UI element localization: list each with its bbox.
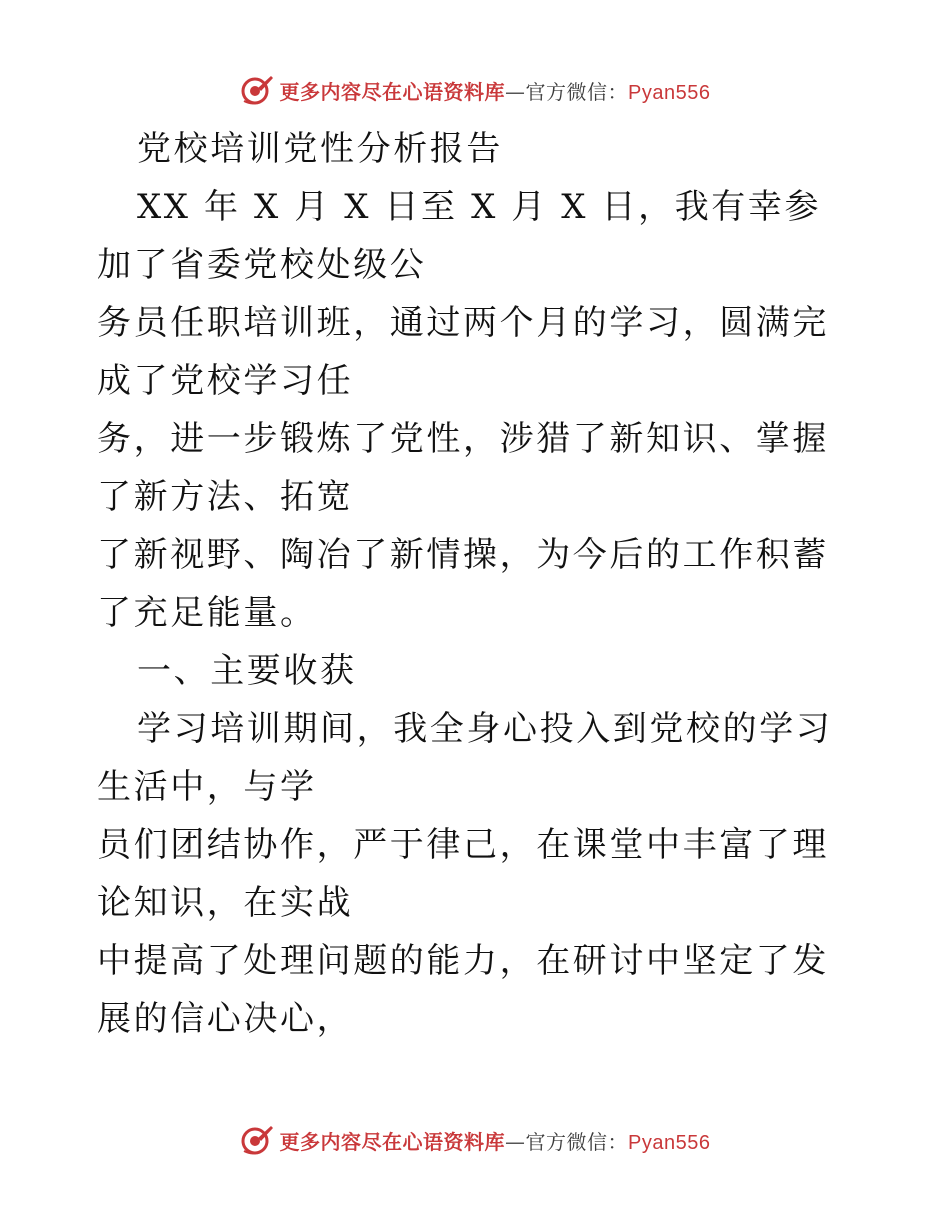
banner-text xyxy=(280,1126,711,1155)
banner-dash: — xyxy=(505,79,526,104)
footer-banner xyxy=(0,1120,950,1160)
pen-logo-icon xyxy=(240,73,274,107)
banner-brand: 更多内容尽在心语资料库 xyxy=(279,1129,506,1154)
banner-wechat-id: Pyan556 xyxy=(628,1131,711,1154)
pen-logo-icon xyxy=(240,1123,274,1157)
paragraph-intro: XX 年 X 月 X 日至 X 月 X 日，我有幸参加了省委党校处级公 务员任职培训班，通过两个月的学习，圆满完成了党校学习任 务，进一步锻炼了党性，涉猎了新知识、掌握了新方法、拓宽 了新视野、陶冶了新情操，为今后的工作积蓄了充足能量。 xyxy=(97,187,829,633)
banner-official-label: 官方微信： xyxy=(525,1129,629,1154)
document-title: 党校培训党性分析报告 xyxy=(137,129,503,169)
section-heading: 一、主要收获 xyxy=(137,651,357,691)
banner-brand: 更多内容尽在心语资料库 xyxy=(279,79,506,104)
banner-dash: — xyxy=(505,1129,526,1154)
banner-official-label: 官方微信： xyxy=(525,79,629,104)
header-banner xyxy=(0,70,950,110)
banner-text xyxy=(280,76,711,105)
document-body xyxy=(97,120,857,1048)
banner-wechat-id: Pyan556 xyxy=(628,81,711,104)
paragraph-gains: 学习培训期间，我全身心投入到党校的学习生活中，与学 员们团结协作，严于律己，在课堂中丰富了理论知识，在实战 中提高了处理问题的能力，在研讨中坚定了发展的信心决心， xyxy=(97,709,833,1039)
